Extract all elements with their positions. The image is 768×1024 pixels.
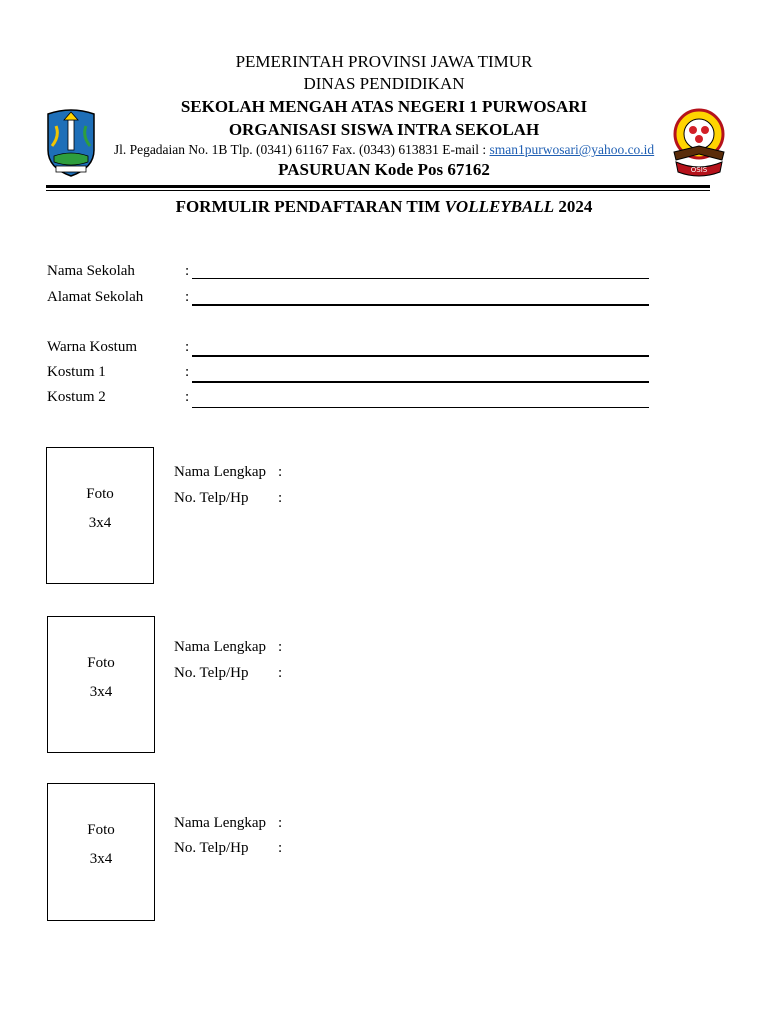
member-name-colon: : bbox=[278, 639, 283, 655]
letterhead-government: PEMERINTAH PROVINSI JAWA TIMUR bbox=[235, 52, 533, 71]
member-name-label: Nama Lengkap bbox=[174, 815, 267, 831]
photo-label: Foto bbox=[87, 822, 115, 838]
field-colon: : bbox=[185, 389, 190, 405]
form-title bbox=[0, 197, 768, 217]
form-title-suffix: 2024 bbox=[554, 197, 593, 216]
field-colon: : bbox=[185, 339, 190, 355]
field-label-kostum-2: Kostum 2 bbox=[47, 389, 106, 405]
member-phone-colon: : bbox=[278, 665, 283, 681]
field-label-warna-kostum: Warna Kostum bbox=[47, 339, 138, 355]
kostum-2-line[interactable] bbox=[192, 407, 649, 408]
member-name-colon: : bbox=[278, 815, 283, 831]
osis-logo-text: OSIS bbox=[690, 166, 708, 174]
member-name-label: Nama Lengkap bbox=[174, 639, 267, 655]
nama-sekolah-line[interactable] bbox=[192, 278, 649, 279]
member-name-colon: : bbox=[278, 464, 283, 480]
member-phone-label: No. Telp/Hp bbox=[174, 840, 249, 856]
member-phone-colon: : bbox=[278, 840, 283, 856]
field-label-nama-sekolah: Nama Sekolah bbox=[47, 263, 135, 279]
photo-label: Foto bbox=[87, 655, 115, 671]
photo-box[interactable] bbox=[46, 447, 154, 584]
member-phone-colon: : bbox=[278, 490, 283, 506]
alamat-sekolah-line[interactable] bbox=[192, 304, 649, 306]
letterhead-department: DINAS PENDIDIKAN bbox=[303, 74, 465, 93]
form-title-italic: VOLLEYBALL bbox=[444, 197, 555, 216]
field-colon: : bbox=[185, 364, 190, 380]
photo-box[interactable] bbox=[47, 616, 155, 753]
photo-size: 3x4 bbox=[88, 515, 112, 531]
field-colon: : bbox=[185, 263, 190, 279]
header-divider bbox=[46, 185, 710, 188]
member-phone-label: No. Telp/Hp bbox=[174, 665, 249, 681]
header-divider-thin bbox=[46, 190, 710, 191]
photo-box[interactable] bbox=[47, 783, 155, 921]
kostum-1-line[interactable] bbox=[192, 381, 649, 383]
field-label-kostum-1: Kostum 1 bbox=[47, 364, 106, 380]
field-label-alamat-sekolah: Alamat Sekolah bbox=[47, 289, 144, 305]
member-phone-label: No. Telp/Hp bbox=[174, 490, 249, 506]
photo-size: 3x4 bbox=[89, 684, 113, 700]
letterhead-address bbox=[0, 142, 768, 158]
letterhead-organization: ORGANISASI SISWA INTRA SEKOLAH bbox=[228, 120, 540, 139]
warna-kostum-line[interactable] bbox=[192, 355, 649, 357]
letterhead-school: SEKOLAH MENGAH ATAS NEGERI 1 PURWOSARI bbox=[180, 97, 588, 116]
letterhead-postal: PASURUAN Kode Pos 67162 bbox=[278, 160, 490, 179]
form-title-prefix: FORMULIR PENDAFTARAN TIM bbox=[175, 197, 445, 216]
email-link[interactable]: sman1purwosari@yahoo.co.id bbox=[489, 142, 655, 157]
photo-label: Foto bbox=[86, 486, 114, 502]
address-text: Jl. Pegadaian No. 1B Tlp. (0341) 61167 Fax. (0343) 613831 E-mail : bbox=[113, 142, 490, 157]
member-name-label: Nama Lengkap bbox=[174, 464, 267, 480]
photo-size: 3x4 bbox=[89, 851, 113, 867]
field-colon: : bbox=[185, 289, 190, 305]
